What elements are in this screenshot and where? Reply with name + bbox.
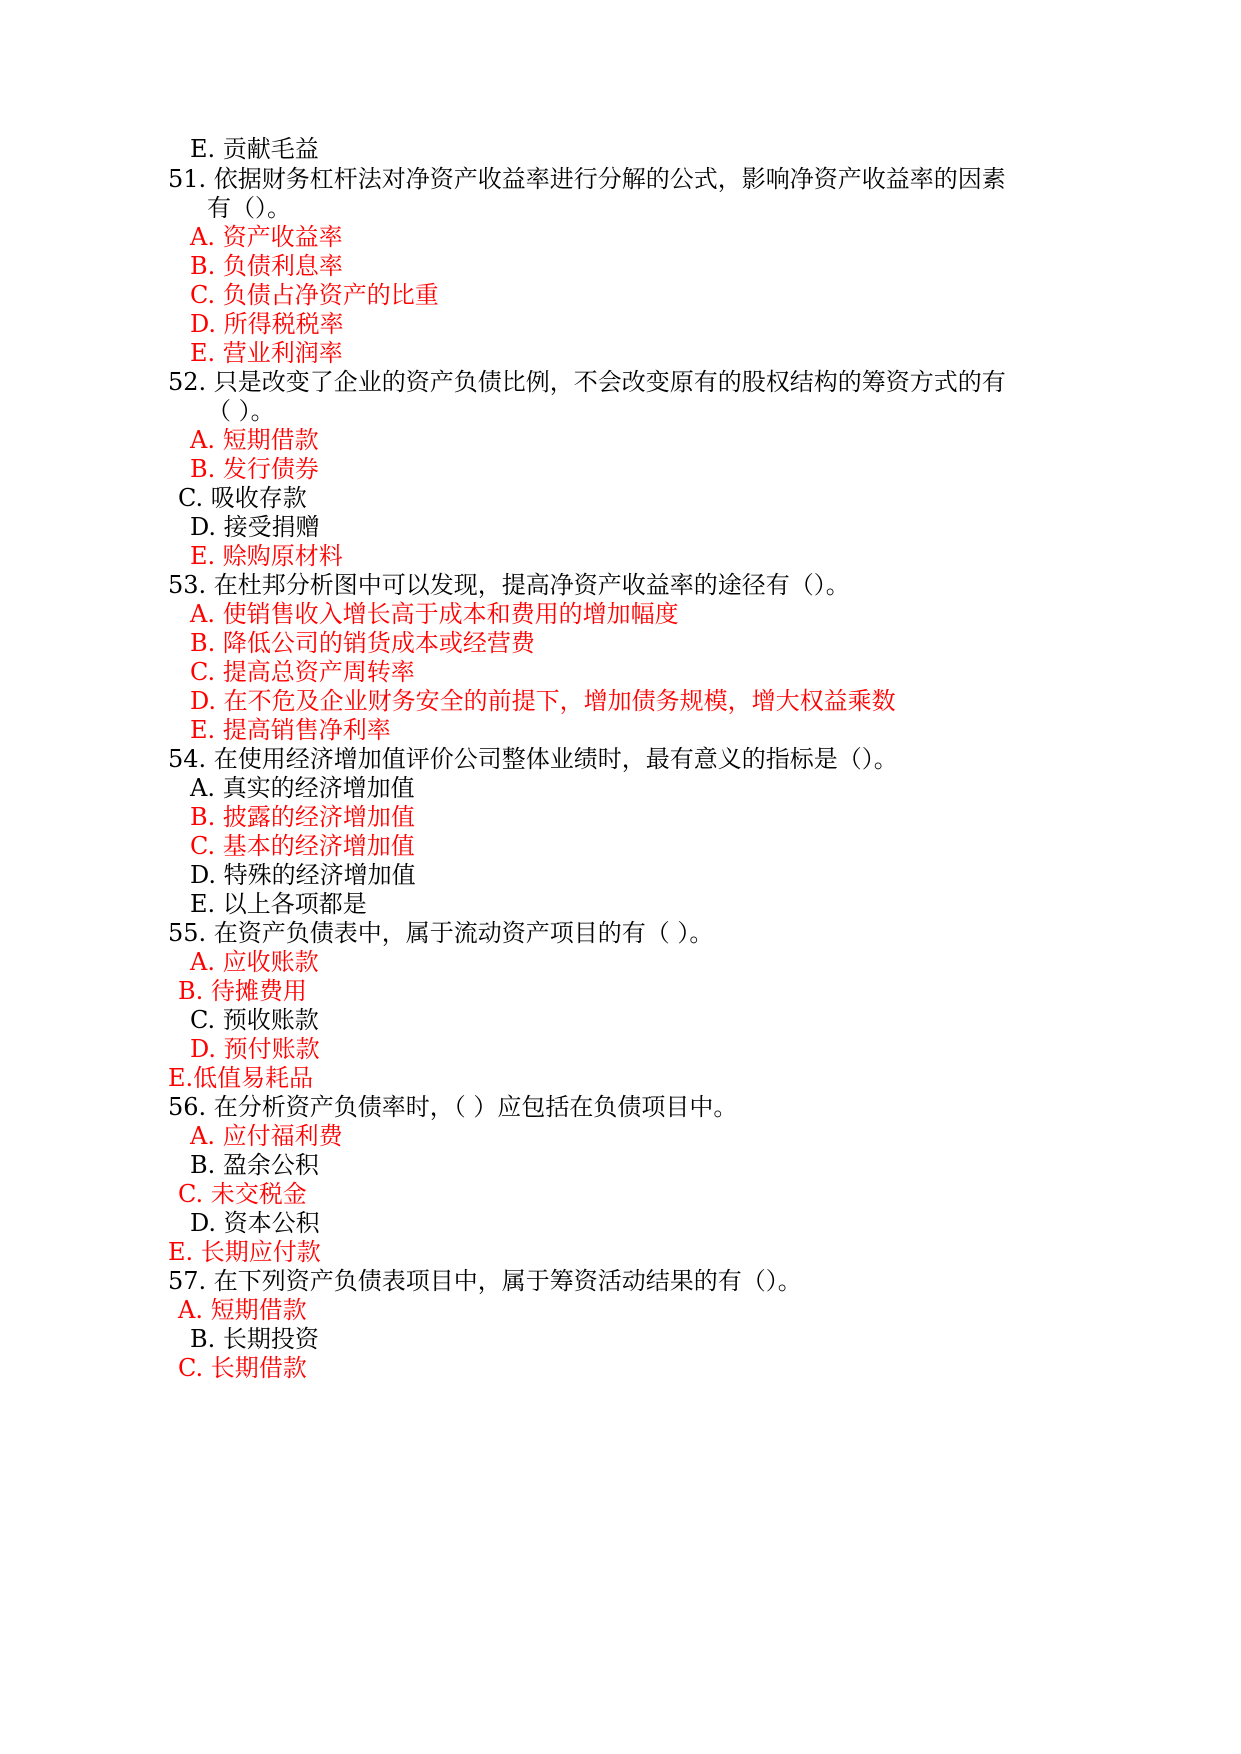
option-line: A. 短期借款 [190,426,319,454]
option-line: B. 降低公司的销货成本或经营费 [190,629,535,657]
option-line: D. 资本公积 [190,1209,320,1237]
option-line: B. 发行债券 [190,455,319,483]
option-line: A. 应付福利费 [190,1122,343,1150]
option-line: C. 预收账款 [190,1006,319,1034]
option-line: C. 长期借款 [178,1354,307,1382]
question-51-cont: 有（）。 [207,194,291,222]
option-line: E. 提高销售净利率 [190,716,391,744]
option-line: D. 在不危及企业财务安全的前提下，增加债务规模，增大权益乘数 [190,687,896,715]
option-line: B. 长期投资 [190,1325,319,1353]
option-line: E. 营业利润率 [190,339,343,367]
option-line: B. 负债利息率 [190,252,343,280]
question-52: 52. 只是改变了企业的资产负债比例，不会改变原有的股权结构的筹资方式的有 [168,368,1006,396]
option-line: A. 真实的经济增加值 [190,774,415,802]
option-line: E.低值易耗品 [168,1064,314,1092]
question-51: 51. 依据财务杠杆法对净资产收益率进行分解的公式，影响净资产收益率的因素 [168,165,1006,193]
option-line: D. 特殊的经济增加值 [190,861,416,889]
option-line: C. 负债占净资产的比重 [190,281,439,309]
question-57: 57. 在下列资产负债表项目中，属于筹资活动结果的有（）。 [168,1267,802,1295]
option-line: C. 提高总资产周转率 [190,658,415,686]
question-54: 54. 在使用经济增加值评价公司整体业绩时，最有意义的指标是（）。 [168,745,898,773]
question-56: 56. 在分析资产负债率时，（ ）应包括在负债项目中。 [168,1093,738,1121]
option-line: B. 待摊费用 [178,977,307,1005]
option-line: E. 赊购原材料 [190,542,343,570]
question-55: 55. 在资产负债表中，属于流动资产项目的有（ ）。 [168,919,714,947]
option-line: A. 短期借款 [178,1296,307,1324]
option-line: A. 使销售收入增长高于成本和费用的增加幅度 [190,600,679,628]
question-52-cont: （ ）。 [207,397,275,425]
option-line: E. 贡献毛益 [190,135,319,163]
option-line: E. 以上各项都是 [190,890,367,918]
option-line: D. 所得税税率 [190,310,344,338]
option-line: A. 资产收益率 [190,223,343,251]
option-line: B. 盈余公积 [190,1151,319,1179]
option-line: A. 应收账款 [190,948,319,976]
option-line: C. 未交税金 [178,1180,307,1208]
option-line: D. 预付账款 [190,1035,320,1063]
option-line: D. 接受捐赠 [190,513,320,541]
option-line: C. 基本的经济增加值 [190,832,415,860]
option-line: C. 吸收存款 [178,484,307,512]
question-53: 53. 在杜邦分析图中可以发现，提高净资产收益率的途径有（）。 [168,571,850,599]
option-line: B. 披露的经济增加值 [190,803,415,831]
option-line: E. 长期应付款 [168,1238,321,1266]
